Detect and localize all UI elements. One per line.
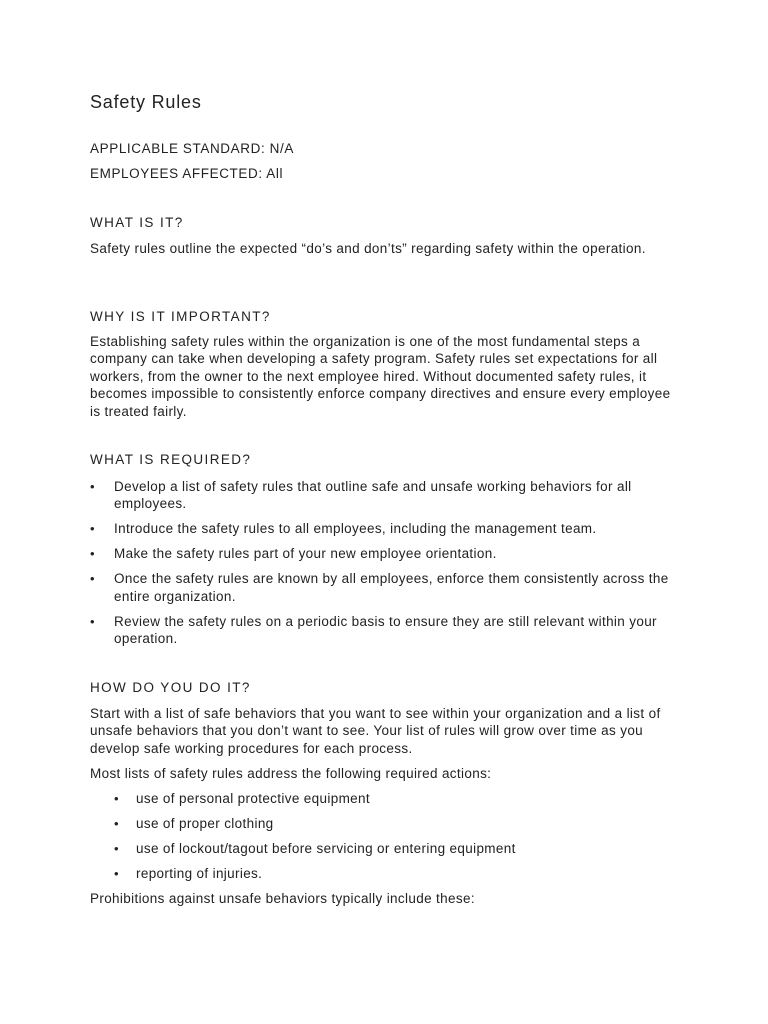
paragraph-required-actions-intro: Most lists of safety rules address the following required actions: <box>90 766 492 781</box>
heading-what-is-it: WHAT IS IT? <box>90 215 184 230</box>
list-item-text: Make the safety rules part of your new employee orientation. <box>114 546 497 562</box>
page-title: Safety Rules <box>90 92 202 112</box>
bullet-icon: • <box>114 866 119 881</box>
paragraph-why-important: Establishing safety rules within the organization is one of the most fundamental steps a company can take when developing a safety program. Safety rules set expectations for all workers, from the owner to the next employee hired. Without documented safety rules, it becomes impossible to consistently enforce company directives and ensure every employee is treated fairly. <box>90 334 671 419</box>
bullet-icon: • <box>90 479 95 494</box>
bullet-icon: • <box>114 816 119 831</box>
list-item <box>114 865 674 882</box>
bullet-icon: • <box>114 791 119 806</box>
list-item-text: Review the safety rules on a periodic basis to ensure they are still relevant within your operation. <box>114 613 657 647</box>
list-item-text: Introduce the safety rules to all employees, including the management team. <box>114 521 597 537</box>
list-item <box>90 545 680 562</box>
applicable-standard: APPLICABLE STANDARD: N/A <box>90 141 294 156</box>
list-item <box>90 478 680 513</box>
required-actions-list <box>114 790 674 890</box>
employees-affected: EMPLOYEES AFFECTED: All <box>90 166 284 181</box>
list-item <box>114 840 674 857</box>
list-item-text: Once the safety rules are known by all employees, enforce them consistently across the entire organization. <box>114 571 669 604</box>
list-item <box>114 815 674 832</box>
paragraph-prohibitions-intro: Prohibitions against unsafe behaviors typically include these: <box>90 891 475 906</box>
list-item-text: use of proper clothing <box>136 816 274 831</box>
list-item <box>90 613 680 648</box>
list-item <box>90 570 680 605</box>
paragraph-how-do-it: Start with a list of safe behaviors that you want to see within your organization and a list of unsafe behaviors that you don’t want to see. Your list of rules will grow over time as you develop safe working procedures for each process. <box>90 706 661 756</box>
bullet-icon: • <box>90 521 95 537</box>
list-item-text: use of lockout/tagout before servicing or entering equipment <box>136 841 516 856</box>
heading-how-do-it: HOW DO YOU DO IT? <box>90 680 251 695</box>
list-item <box>114 790 674 807</box>
bullet-icon: • <box>90 571 95 587</box>
list-item <box>90 520 680 537</box>
heading-what-required: WHAT IS REQUIRED? <box>90 452 252 467</box>
paragraph-what-is-it: Safety rules outline the expected “do’s and don’ts” regarding safety within the operation. <box>90 241 646 256</box>
heading-why-important: WHY IS IT IMPORTANT? <box>90 309 271 324</box>
bullet-icon: • <box>90 613 95 629</box>
list-item-text: use of personal protective equipment <box>136 791 370 806</box>
list-item-text: Develop a list of safety rules that outline safe and unsafe working behaviors for all employees. <box>114 479 632 512</box>
list-item-text: reporting of injuries. <box>136 866 263 881</box>
bullet-icon: • <box>114 841 119 856</box>
bullet-icon: • <box>90 546 95 562</box>
required-list <box>90 478 680 655</box>
